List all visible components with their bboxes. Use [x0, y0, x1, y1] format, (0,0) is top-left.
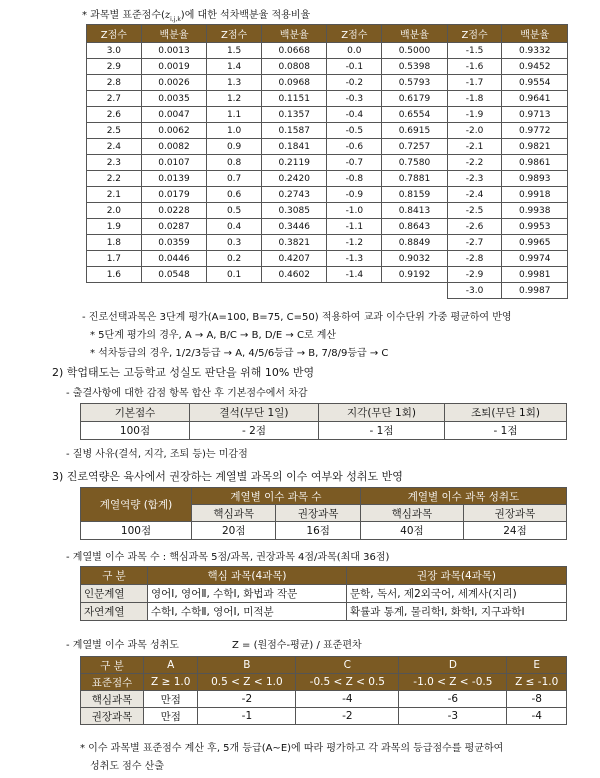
percentile-cell [382, 283, 447, 299]
career-value: 16점 [276, 522, 360, 540]
grade-cell: B [198, 657, 296, 674]
percentile-header-cell: Z점수 [87, 25, 142, 43]
percentile-cell: -2.5 [447, 203, 502, 219]
percentile-header-cell: Z점수 [447, 25, 502, 43]
percentile-row [87, 43, 568, 59]
percentile-header-cell: 백분율 [141, 25, 206, 43]
percentile-cell: -2.9 [447, 267, 502, 283]
percentile-cell: 0.9332 [502, 43, 568, 59]
percentile-cell [327, 283, 382, 299]
notes-line-2: * 5단계 평가의 경우, A → A, B/C → B, D/E → C로 계산 [90, 330, 337, 341]
percentile-cell: 0.0359 [141, 235, 206, 251]
percentile-cell: -0.7 [327, 155, 382, 171]
percentile-cell: 1.8 [87, 235, 142, 251]
attendance-header: 결석(무단 1일) [190, 404, 319, 422]
percentile-cell: 0.9981 [502, 267, 568, 283]
section2-title: 2) 학업태도는 고등학교 성실도 판단을 위해 10% 반영 [52, 366, 315, 379]
percentile-cell: 2.4 [87, 139, 142, 155]
career-value-row [81, 522, 567, 540]
percentile-row [87, 155, 568, 171]
percentile-cell: 3.0 [87, 43, 142, 59]
percentile-cell: -3.0 [447, 283, 502, 299]
percentile-cell: 0.9861 [502, 155, 568, 171]
percentile-header-cell: Z점수 [327, 25, 382, 43]
grade-row [81, 691, 567, 708]
percentile-cell: -2.4 [447, 187, 502, 203]
subjects-header: 구 분 [81, 567, 148, 585]
percentile-cell: 0.2 [207, 251, 262, 267]
percentile-cell: 0.2119 [261, 155, 326, 171]
grade-cell: -4 [507, 708, 567, 725]
grade-cell: Z ≤ -1.0 [507, 674, 567, 691]
career-value: 24점 [463, 522, 566, 540]
subjects-cell: 인문계열 [81, 585, 148, 603]
percentile-cell: 0.9554 [502, 75, 568, 91]
percentile-cell: -1.0 [327, 203, 382, 219]
percentile-cell: 0.9974 [502, 251, 568, 267]
percentile-row [87, 251, 568, 267]
subjects-cell: 수학Ⅰ, 수학Ⅱ, 영어Ⅰ, 미적분 [148, 603, 347, 621]
attendance-value: - 1점 [319, 422, 445, 440]
percentile-cell: 0.8159 [382, 187, 447, 203]
percentile-row [87, 187, 568, 203]
grade-cell: D [399, 657, 507, 674]
percentile-cell: 0.9953 [502, 219, 568, 235]
grade-cell: -3 [399, 708, 507, 725]
percentile-cell: 0.3821 [261, 235, 326, 251]
section2-sub: - 출결사항에 대한 감점 항목 합산 후 기본점수에서 차감 [66, 388, 308, 399]
percentile-cell: 0.7 [207, 171, 262, 187]
percentile-cell: 0.0808 [261, 59, 326, 75]
percentile-cell: 1.6 [87, 267, 142, 283]
percentile-cell: 1.9 [87, 219, 142, 235]
percentile-cell: 0.9192 [382, 267, 447, 283]
percentile-row [87, 203, 568, 219]
title-var: z [164, 10, 171, 21]
percentile-cell: 0.0139 [141, 171, 206, 187]
percentile-cell: 0.0013 [141, 43, 206, 59]
title-text: * 과목별 표준점수( [82, 10, 165, 21]
subjects-cell: 영어Ⅰ, 영어Ⅱ, 수학Ⅰ, 화법과 작문 [148, 585, 347, 603]
percentile-cell: 2.2 [87, 171, 142, 187]
percentile-cell: 0.4 [207, 219, 262, 235]
section3-sub-note: - 계열별 이수 과목 수 : 핵심과목 5점/과목, 권장과목 4점/과목(최대 36점) [66, 552, 390, 563]
percentile-cell: -2.1 [447, 139, 502, 155]
percentile-cell: -2.6 [447, 219, 502, 235]
percentile-cell: 0.8413 [382, 203, 447, 219]
percentile-cell: 1.4 [207, 59, 262, 75]
percentile-cell: 0.8643 [382, 219, 447, 235]
percentile-row [87, 59, 568, 75]
percentile-cell: -0.3 [327, 91, 382, 107]
percentile-cell: 0.8 [207, 155, 262, 171]
percentile-row [87, 139, 568, 155]
percentile-cell: -2.0 [447, 123, 502, 139]
percentile-cell: -1.9 [447, 107, 502, 123]
career-col0: 계열역량 (합계) [81, 488, 192, 522]
percentile-cell: -0.1 [327, 59, 382, 75]
attendance-table [80, 403, 567, 440]
grade-cell: -2 [198, 691, 296, 708]
subjects-header: 권장 과목(4과목) [347, 567, 567, 585]
percentile-cell: 0.0082 [141, 139, 206, 155]
percentile-cell: 0.8849 [382, 235, 447, 251]
percentile-cell: -1.1 [327, 219, 382, 235]
percentile-cell: 1.0 [207, 123, 262, 139]
percentile-cell: 0.0179 [141, 187, 206, 203]
percentile-cell: 0.9821 [502, 139, 568, 155]
percentile-cell: 0.9965 [502, 235, 568, 251]
percentile-row [87, 123, 568, 139]
percentile-cell: 0.9893 [502, 171, 568, 187]
percentile-cell: 0.1 [207, 267, 262, 283]
grade-row [81, 708, 567, 725]
percentile-cell: 0.0668 [261, 43, 326, 59]
percentile-row [87, 235, 568, 251]
career-sub: 핵심과목 [192, 505, 276, 522]
attendance-value: 100점 [81, 422, 190, 440]
grade-cell: -6 [399, 691, 507, 708]
percentile-cell: -0.2 [327, 75, 382, 91]
percentile-cell: 0.0228 [141, 203, 206, 219]
percentile-cell: 0.1841 [261, 139, 326, 155]
percentile-row [87, 91, 568, 107]
percentile-cell: 0.0047 [141, 107, 206, 123]
career-header-row [81, 488, 567, 505]
percentile-cell: 0.0 [327, 43, 382, 59]
grade-cell: Z ≥ 1.0 [144, 674, 198, 691]
percentile-cell: -2.7 [447, 235, 502, 251]
percentile-row [87, 283, 568, 299]
section2-note: - 질병 사유(결석, 지각, 조퇴 등)는 미감점 [66, 449, 248, 460]
attendance-header: 조퇴(무단 1회) [445, 404, 567, 422]
grade-cell: -2 [296, 708, 399, 725]
percentile-table-title [82, 6, 310, 23]
title-sub: i,j,k [170, 16, 181, 23]
grade-header-row [81, 657, 567, 674]
subjects-cell: 확률과 통계, 물리학Ⅰ, 화학Ⅰ, 지구과학Ⅰ [347, 603, 567, 621]
notes-line-3: * 석차등급의 경우, 1/2/3등급 → A, 4/5/6등급 → B, 7/8/9등급 → C [90, 348, 389, 359]
percentile-cell: 0.9713 [502, 107, 568, 123]
percentile-cell: 2.8 [87, 75, 142, 91]
percentile-cell: 0.5 [207, 203, 262, 219]
percentile-cell: 0.3085 [261, 203, 326, 219]
percentile-cell: 0.5000 [382, 43, 447, 59]
grade-cell: 권장과목 [81, 708, 144, 725]
percentile-cell: 0.0062 [141, 123, 206, 139]
grade-cell: 표준점수 [81, 674, 144, 691]
subjects-row [81, 603, 567, 621]
career-sub: 핵심과목 [360, 505, 463, 522]
percentile-cell [207, 283, 262, 299]
percentile-header-cell: 백분율 [382, 25, 447, 43]
percentile-row [87, 267, 568, 283]
grade-cell: 만점 [144, 708, 198, 725]
percentile-cell: -1.7 [447, 75, 502, 91]
percentile-cell: -0.9 [327, 187, 382, 203]
percentile-cell: -1.8 [447, 91, 502, 107]
percentile-cell [141, 283, 206, 299]
percentile-cell: 0.1587 [261, 123, 326, 139]
percentile-cell: 2.6 [87, 107, 142, 123]
subjects-header-row [81, 567, 567, 585]
percentile-cell: -1.3 [327, 251, 382, 267]
attendance-header: 지각(무단 1회) [319, 404, 445, 422]
grade-cell: -4 [296, 691, 399, 708]
career-sub: 권장과목 [276, 505, 360, 522]
attendance-header-row [81, 404, 567, 422]
grade-cell: 핵심과목 [81, 691, 144, 708]
percentile-cell: 0.2743 [261, 187, 326, 203]
grade-criteria-row [81, 674, 567, 691]
percentile-cell: 0.9452 [502, 59, 568, 75]
percentile-cell: 0.0446 [141, 251, 206, 267]
subjects-header: 핵심 과목(4과목) [148, 567, 347, 585]
grade-cell: 구 분 [81, 657, 144, 674]
grade-cell: C [296, 657, 399, 674]
percentile-cell: 0.6915 [382, 123, 447, 139]
percentile-cell: 0.0107 [141, 155, 206, 171]
grade-cell: -1.0 < Z < -0.5 [399, 674, 507, 691]
attendance-header: 기본점수 [81, 404, 190, 422]
subjects-cell: 자연계열 [81, 603, 148, 621]
percentile-cell: 0.0968 [261, 75, 326, 91]
percentile-cell: 0.4602 [261, 267, 326, 283]
percentile-row [87, 219, 568, 235]
grade-cell: -8 [507, 691, 567, 708]
career-group2: 계열별 이수 과목 성취도 [360, 488, 566, 505]
career-table [80, 487, 567, 540]
percentile-cell: 2.9 [87, 59, 142, 75]
percentile-cell: -1.4 [327, 267, 382, 283]
percentile-cell [261, 283, 326, 299]
percentile-header-cell: Z점수 [207, 25, 262, 43]
grade-table [80, 656, 567, 725]
career-value: 40점 [360, 522, 463, 540]
percentile-cell: -1.5 [447, 43, 502, 59]
percentile-row [87, 171, 568, 187]
career-sub: 권장과목 [463, 505, 566, 522]
percentile-cell: 0.7580 [382, 155, 447, 171]
percentile-cell: 1.2 [207, 91, 262, 107]
percentile-table-header [87, 25, 568, 43]
percentile-row [87, 75, 568, 91]
percentile-cell: 0.6179 [382, 91, 447, 107]
percentile-header-cell: 백분율 [261, 25, 326, 43]
percentile-cell: 0.9918 [502, 187, 568, 203]
grade-cell: -0.5 < Z < 0.5 [296, 674, 399, 691]
percentile-cell: -2.3 [447, 171, 502, 187]
career-value: 100점 [81, 522, 192, 540]
percentile-cell: 2.0 [87, 203, 142, 219]
percentile-cell: -0.8 [327, 171, 382, 187]
percentile-cell: 1.3 [207, 75, 262, 91]
percentile-cell: 0.0019 [141, 59, 206, 75]
achievement-label: - 계열별 이수 과목 성취도 [66, 640, 179, 651]
percentile-cell: 0.7257 [382, 139, 447, 155]
section3-title: 3) 진로역량은 육사에서 권장하는 계열별 과목의 이수 여부와 성취도 반영 [52, 470, 403, 483]
percentile-cell: 0.6 [207, 187, 262, 203]
footnote-line-2: 성취도 점수 산출 [90, 761, 164, 772]
percentile-cell: 0.3 [207, 235, 262, 251]
title-end: )에 대한 석차백분율 적용비율 [180, 10, 311, 21]
percentile-cell: 2.7 [87, 91, 142, 107]
grade-cell: 만점 [144, 691, 198, 708]
percentile-cell: 1.5 [207, 43, 262, 59]
grade-cell: E [507, 657, 567, 674]
percentile-cell: -1.6 [447, 59, 502, 75]
percentile-cell: -0.5 [327, 123, 382, 139]
percentile-cell: 0.5398 [382, 59, 447, 75]
percentile-cell: 2.3 [87, 155, 142, 171]
percentile-cell: 0.2420 [261, 171, 326, 187]
percentile-cell: 0.0026 [141, 75, 206, 91]
percentile-cell: 0.1151 [261, 91, 326, 107]
percentile-cell: 0.9987 [502, 283, 568, 299]
attendance-value-row [81, 422, 567, 440]
career-group1: 계열별 이수 과목 수 [192, 488, 361, 505]
percentile-cell: 0.3446 [261, 219, 326, 235]
grade-cell: -1 [198, 708, 296, 725]
percentile-cell: 0.9032 [382, 251, 447, 267]
attendance-value: - 1점 [445, 422, 567, 440]
percentile-cell: -0.4 [327, 107, 382, 123]
footnote-line-1: * 이수 과목별 표준점수 계산 후, 5개 등급(A~E)에 따라 평가하고 각 과목의 등급점수를 평균하여 [80, 743, 504, 754]
percentile-cell: 0.7881 [382, 171, 447, 187]
percentile-cell [87, 283, 142, 299]
subjects-cell: 문학, 독서, 제2외국어, 세계사(지리) [347, 585, 567, 603]
z-formula: Z = (원점수-평균) / 표준편차 [232, 640, 362, 651]
grade-cell: A [144, 657, 198, 674]
percentile-cell: 0.9772 [502, 123, 568, 139]
percentile-cell: 0.9641 [502, 91, 568, 107]
percentile-cell: 0.9938 [502, 203, 568, 219]
percentile-header-cell: 백분율 [502, 25, 568, 43]
percentile-cell: 0.0548 [141, 267, 206, 283]
subjects-table [80, 566, 567, 621]
percentile-cell: 2.5 [87, 123, 142, 139]
percentile-cell: 1.1 [207, 107, 262, 123]
percentile-cell: -1.2 [327, 235, 382, 251]
percentile-cell: 0.0287 [141, 219, 206, 235]
percentile-cell: 0.6554 [382, 107, 447, 123]
percentile-cell: 0.0035 [141, 91, 206, 107]
career-value: 20점 [192, 522, 276, 540]
grade-cell: 0.5 < Z < 1.0 [198, 674, 296, 691]
percentile-cell: 1.7 [87, 251, 142, 267]
percentile-cell: -2.2 [447, 155, 502, 171]
percentile-cell: -0.6 [327, 139, 382, 155]
attendance-value: - 2점 [190, 422, 319, 440]
percentile-row [87, 107, 568, 123]
percentile-cell: 0.4207 [261, 251, 326, 267]
percentile-cell: 0.1357 [261, 107, 326, 123]
percentile-cell: 2.1 [87, 187, 142, 203]
percentile-cell: -2.8 [447, 251, 502, 267]
percentile-table [86, 24, 568, 299]
percentile-cell: 0.9 [207, 139, 262, 155]
percentile-cell: 0.5793 [382, 75, 447, 91]
notes-line-1: - 진로선택과목은 3단계 평가(A=100, B=75, C=50) 적용하여 교과 이수단위 가중 평균하여 반영 [82, 312, 512, 323]
subjects-row [81, 585, 567, 603]
